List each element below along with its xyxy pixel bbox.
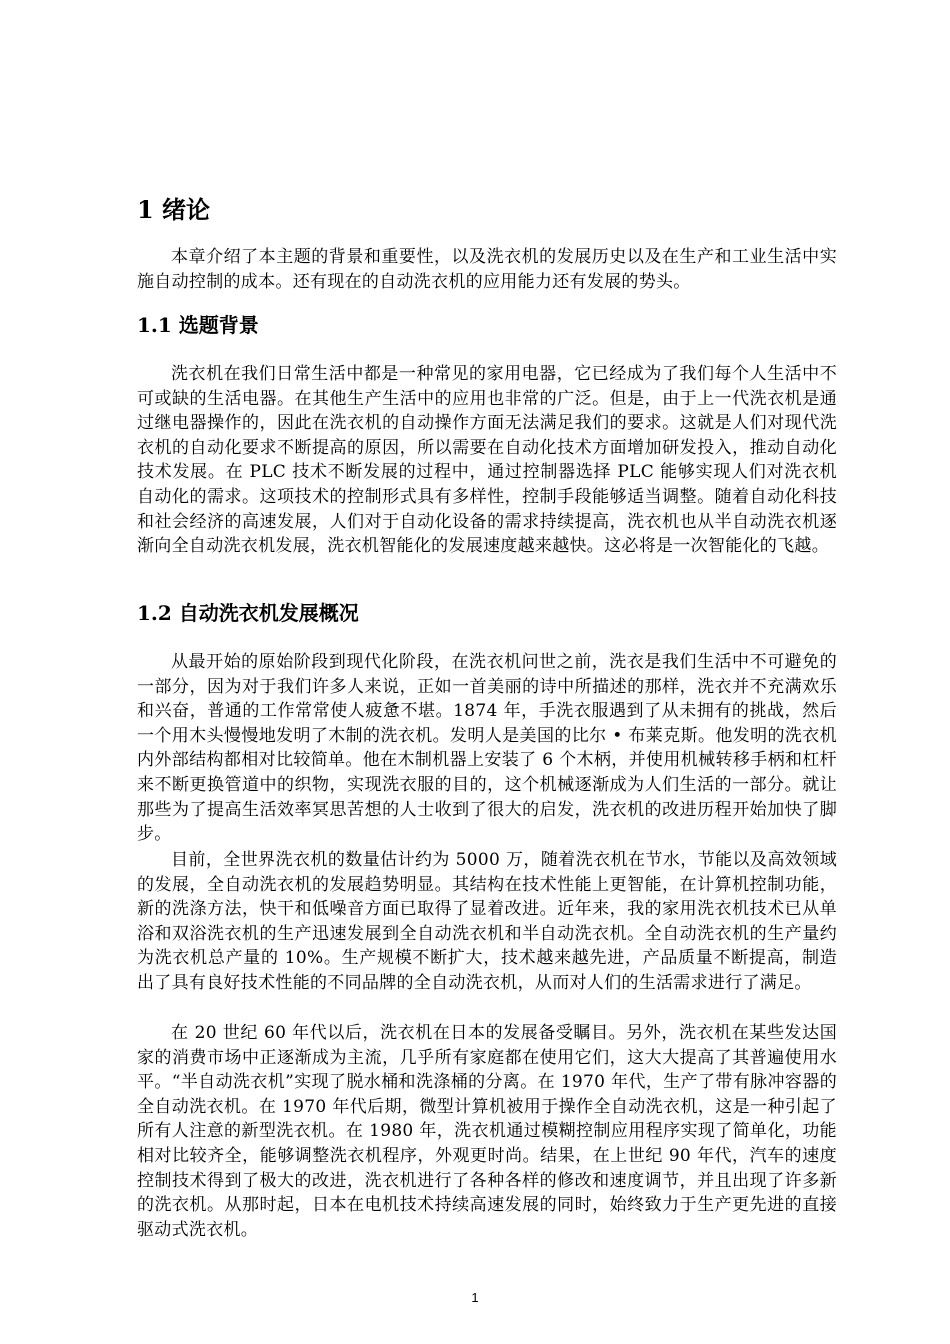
section-1-1-paragraph: 洗衣机在我们日常生活中都是一种常见的家用电器，它已经成为了我们每个人生活中不可或缺的生活电器。在其他生产生活中的应用也非常的广泛。但是，由于上一代洗衣机是通过继电器操作的，因此在洗衣机的自动操作方面无法满足我们的要求。这就是人们对现代洗衣机的自动化要求不断提高的原因，所以需要在自动化技术方面增加研发投入，推动自动化技术发展。在 PLC 技术不断发展的过程中，通过控制器选择 PLC 能够实现人们对洗衣机自动化的需求。这项技术的控制形式具有多样性，控制手段能够适当调整。随着自动化科技和社会经济的高速发展，人们对于自动化设备的需求持续提高，洗衣机也从半自动洗衣机逐渐向全自动洗衣机发展，洗衣机智能化的发展速度越来越快。这必将是一次智能化的飞越。 [137, 364, 837, 557]
chapter-title: 1 绪论 [137, 195, 211, 224]
chapter-intro-paragraph: 本章介绍了本主题的背景和重要性，以及洗衣机的发展历史以及在生产和工业生活中实施自动控制的成本。还有现在的自动洗衣机的应用能力还有发展的势头。 [137, 247, 837, 292]
section-1-2-paragraph-3: 在 20 世纪 60 年代以后，洗衣机在日本的发展备受瞩目。另外，洗衣机在某些发达国家的消费市场中正逐渐成为主流，几乎所有家庭都在使用它们，这大大提高了其普遍使用水平。“半自动洗衣机”实现了脱水桶和洗涤桶的分离。在 1970 年代，生产了带有脉冲容器的全自动洗衣机。在 1970 年代后期，微型计算机被用于操作全自动洗衣机，这是一种引起了所有人注意的新型洗衣机。在 1980 年，洗衣机通过模糊控制应用程序实现了简单化，功能相对比较齐全，能够调整洗衣机程序，外观更时尚。结果，在上世纪 90 年代，汽车的速度控制技术得到了极大的改进，洗衣机进行了各种各样的修改和速度调节，并且出现了许多新的洗衣机。从那时起，日本在电机技术持续高速发展的同时，始终致力于生产更先进的直接驱动式洗衣机。 [137, 1023, 837, 1240]
section-1-2-paragraph-1: 从最开始的原始阶段到现代化阶段，在洗衣机问世之前，洗衣是我们生活中不可避免的一部分，因为对于我们许多人来说，正如一首美丽的诗中所描述的那样，洗衣并不充满欢乐和兴奋，普通的工作常常使人疲惫不堪。1874 年，手洗衣服遇到了从未拥有的挑战，然后一个用木头慢慢地发明了木制的洗衣机。发明人是美国的比尔 • 布莱克斯。他发明的洗衣机内外部结构都相对比较简单。他在木制机器上安装了 6 个木柄，并使用机械转移手柄和杠杆来不断更换管道中的织物，实现洗衣服的目的，这个机械逐渐成为人们生活的一部分。就让那些为了提高生活效率冥思苦想的人士收到了很大的启发，洗衣机的改进历程开始加快了脚步。 [137, 652, 837, 845]
section-1-2-paragraph-2: 目前，全世界洗衣机的数量估计约为 5000 万，随着洗衣机在节水，节能以及高效领域的发展，全自动洗衣机的发展趋势明显。其结构在技术性能上更智能，在计算机控制功能，新的洗涤方法，快干和低噪音方面已取得了显着改进。近年来，我的家用洗衣机技术已从单浴和双浴洗衣机的生产迅速发展到全自动洗衣机和半自动洗衣机。全自动洗衣机的生产量约为洗衣机总产量的 10%。生产规模不断扩大，技术越来越先进，产品质量不断提高，制造出了具有良好技术性能的不同品牌的全自动洗衣机，从而对人们的生活需求进行了满足。 [137, 850, 837, 993]
section-1-2-title: 1.2 自动洗衣机发展概况 [137, 601, 359, 625]
section-1-1-title: 1.1 选题背景 [137, 313, 259, 337]
page-number: 1 [471, 1290, 479, 1305]
